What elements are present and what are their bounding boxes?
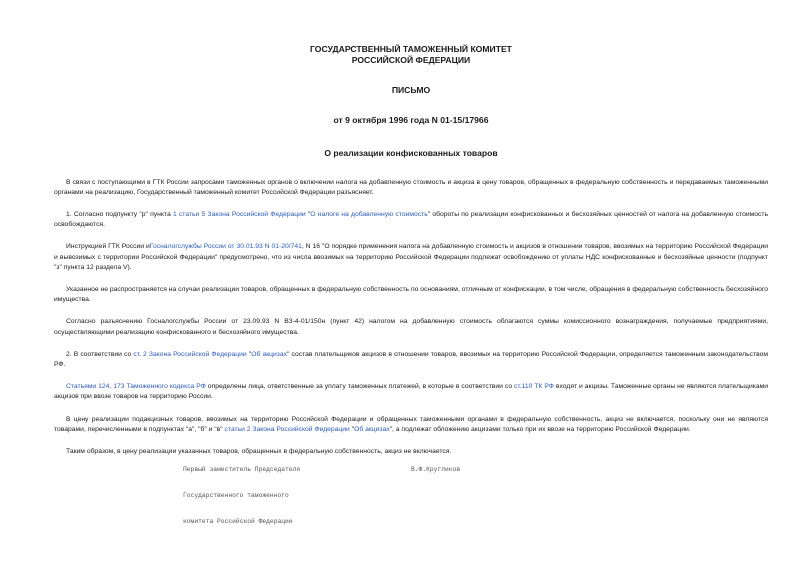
paragraph-8-text-a: В цену реализации подакцизных товаров, ввозимых на территорию Российской Федерации и обращенных таможенными органами в федеральную собственность, акциз не включается, поскольку они не являются товарами, перечисленными в подпунктах "а", "б" и "в" [54,415,768,433]
paragraph-5-text: Согласно разъяснению Госналогслужбы России от 23.09.93 N ВЗ-4-01/150н (пункт 42) налогом на добавленную стоимость облагаются суммы комиссионного вознаграждения, получаемые предприятиями, осуществляющими реализацию конфискованного и бесхозяйного имущества. [54,318,768,336]
excise-law-article-2-link[interactable]: статьи 2 Закона Российской Федерации [224,425,350,433]
signature-title-line-1: Первый заместитель Председателя [183,466,301,474]
paragraph-2 [54,210,768,230]
issuer-line-2: РОССИЙСКОЙ ФЕДЕРАЦИИ [351,54,471,65]
vat-law-link[interactable]: О налоге на добавленную стоимость [310,210,428,218]
paragraph-9 [54,447,768,457]
signature-title-line-3: комитета Российской Федерации [183,517,293,525]
excise-law-link[interactable]: Об акцизах [251,350,288,358]
paragraph-5 [54,317,768,337]
law-article-5-link[interactable]: 1 статьи 5 Закона Российской Федерации [172,210,306,218]
document-type: ПИСЬМО [391,85,431,95]
paragraph-7 [54,382,768,402]
excise-law-link-2[interactable]: Об акцизах [354,425,390,433]
customs-code-article-110-link[interactable]: ст.110 ТК РФ [514,383,554,391]
signature-title-line-2: Государственного таможенного [183,491,289,499]
document [54,44,768,457]
paragraph-4-text: Указанное не распространяется на случаи реализации товаров, обращенных в федеральную собственность по основаниям, отличным от конфискации, в том числе, обращения в федеральную собственность бесхозяйного имущества. [54,285,768,304]
paragraph-6-text-c: " состав плательщиков акцизов в отношении товаров, ввозимых на территорию Российской Федерации, определяется таможенным законодательством РФ. [54,350,769,368]
paragraph-8-text-b: " [349,425,355,433]
paragraph-2-text-a: 1. Согласно подпункту "р" пункта [66,210,173,218]
paragraph-8 [54,415,768,435]
tax-service-instruction-link[interactable]: Госналогслужбы России от 30.01.93 N 01-20/741 [149,243,302,251]
paragraph-4 [54,285,768,305]
document-body [54,178,768,458]
paragraph-2-text-c: " обороты по реализации конфискованных и бесхозяйных ценностей от налога на добавленную стоимость освобождаются. [54,210,768,229]
paragraph-7-text-a: определены лица, ответственные за уплату таможенных платежей, в которые в соответствии со [205,383,515,391]
paragraph-3-text-b: , N 16 "О порядке применения налога на добавленную стоимость и акцизов в отношении товаров, ввозимых на территорию Российской Федерации и вывозимых с территории Российской Федерации" предусмотрено, что из числа ввозимых на территорию Российской Федерации подлежат освобождению от уплаты НДС конфискованные и бесхозяйные ценности (подпункт "з" пункта 12 раздела V). [54,243,768,271]
document-date-number: от 9 октября 1996 года N 01-15/17966 [333,114,489,125]
paragraph-1 [54,178,768,198]
paragraph-2-text-b: " [305,210,311,218]
document-subject: О реализации конфискованных товаров [324,148,498,158]
document-header [54,44,768,159]
customs-code-articles-link[interactable]: Статьями 124, 173 Таможенного кодекса РФ [66,383,206,391]
signatory-name: В.Ф.Кругликов [411,466,461,473]
paragraph-3 [54,242,768,273]
law-article-2-link[interactable]: ст. 2 Закона Российской Федерации [133,350,247,358]
paragraph-6-text-a: 2. В соответствии со [66,350,134,358]
paragraph-6-text-b: " [246,350,252,358]
paragraph-9-text: Таким образом, в цену реализации указанных товаров, обращенных в федеральную собственность, акциз не включается. [66,447,452,455]
paragraph-8-text-c: ", а подлежат обложению акцизами только при их ввозе на территорию Российской Федерации. [389,425,691,433]
issuer-line-1: ГОСУДАРСТВЕННЫЙ ТАМОЖЕННЫЙ КОМИТЕТ [310,44,512,54]
paragraph-3-text-a: Инструкцией ГТК России и [66,243,150,251]
paragraph-1-text: В связи с поступающими в ГТК России запросами таможенных органов о включении налога на добавленную стоимость и акциза в цену товаров, обращенных в федеральную собственность и передаваемых таможенными органами на реализацию, Государственный таможенный комитет Российской Федерации разъясняет. [54,178,768,196]
paragraph-7-text-b: входят и акцизы. Таможенные органы не являются плательщиками акцизов при ввозе товаров на территорию России. [54,383,768,401]
paragraph-6 [54,350,768,370]
